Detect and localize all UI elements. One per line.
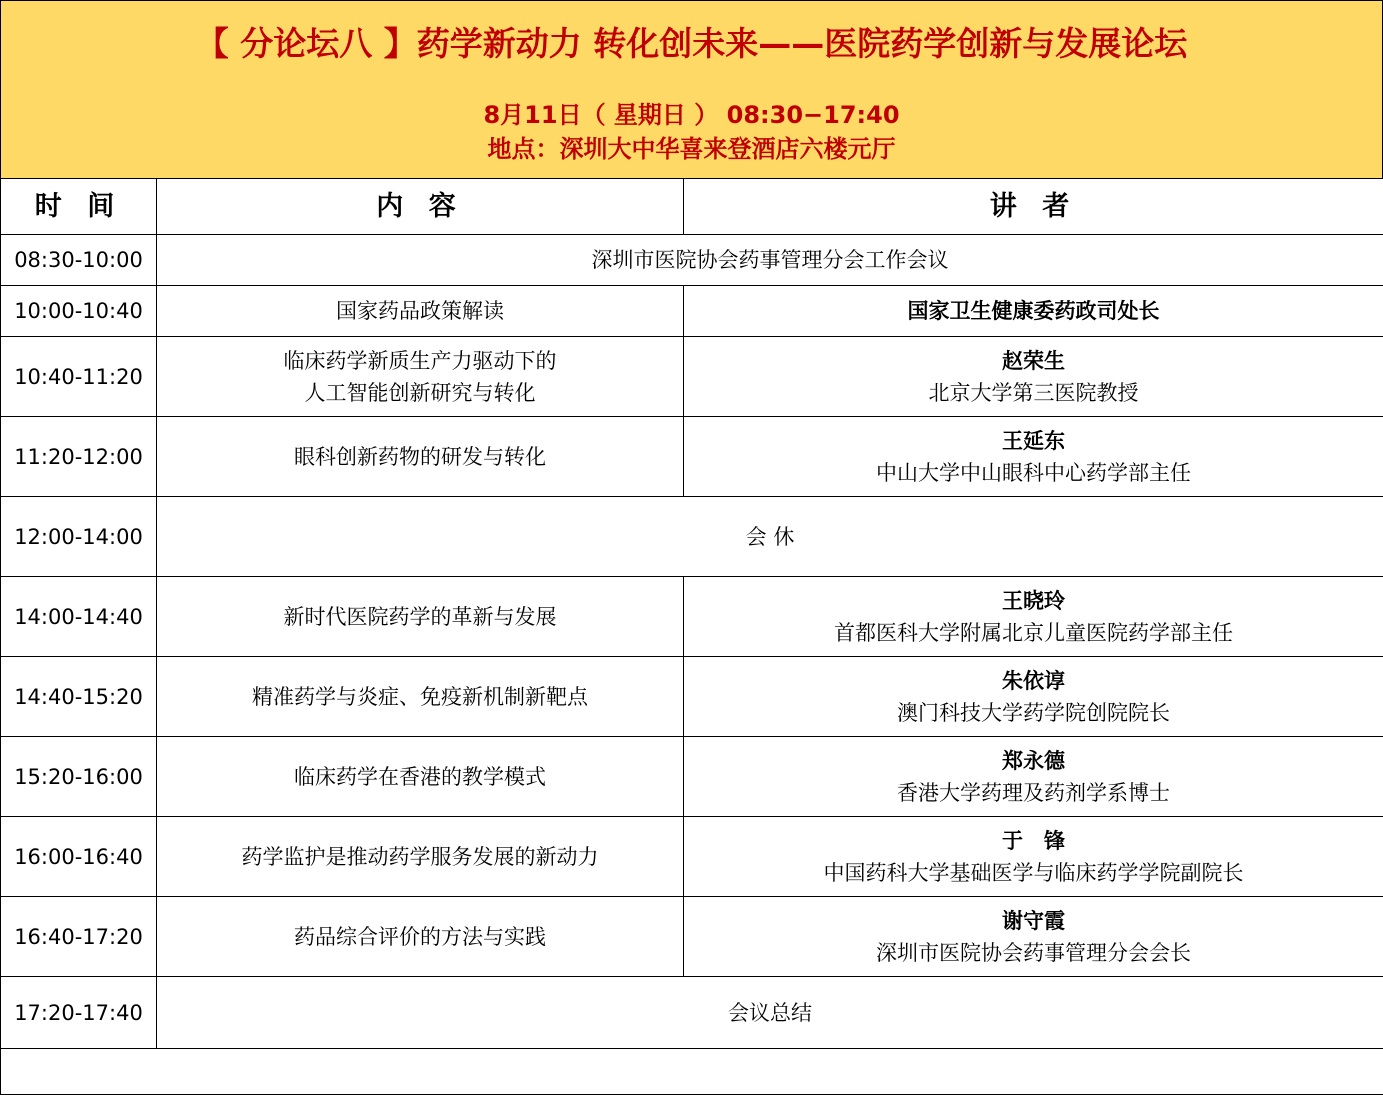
row-time: 17:20-17:40 bbox=[1, 977, 157, 1049]
row-topic: 药品综合评价的方法与实践 bbox=[157, 897, 684, 977]
row-speaker bbox=[684, 657, 1383, 737]
row-time: 10:00-10:40 bbox=[1, 286, 157, 337]
row-merged-content: 会议总结 bbox=[157, 977, 1383, 1049]
row-topic: 临床药学在香港的教学模式 bbox=[157, 737, 684, 817]
row-topic bbox=[157, 337, 684, 417]
row-topic-line: 临床药学新质生产力驱动下的 bbox=[157, 345, 683, 377]
row-merged-content: 深圳市医院协会药事管理分会工作会议 bbox=[157, 235, 1383, 286]
row-speaker-title: 国家卫生健康委药政司处长 bbox=[684, 286, 1383, 337]
row-speaker bbox=[684, 817, 1383, 897]
row-time: 08:30-10:00 bbox=[1, 235, 157, 286]
speaker-name: 王晓玲 bbox=[684, 585, 1383, 617]
row-time: 14:00-14:40 bbox=[1, 577, 157, 657]
row-speaker bbox=[684, 897, 1383, 977]
speaker-name: 王延东 bbox=[684, 425, 1383, 457]
speaker-title: 深圳市医院协会药事管理分会会长 bbox=[684, 937, 1383, 969]
table-row bbox=[1, 417, 1383, 497]
speaker-title: 香港大学药理及药剂学系博士 bbox=[684, 777, 1383, 809]
row-topic: 国家药品政策解读 bbox=[157, 286, 684, 337]
row-time: 16:00-16:40 bbox=[1, 817, 157, 897]
speaker-name: 郑永德 bbox=[684, 745, 1383, 777]
row-speaker bbox=[684, 737, 1383, 817]
row-speaker bbox=[684, 337, 1383, 417]
row-time: 14:40-15:20 bbox=[1, 657, 157, 737]
table-row bbox=[1, 497, 1383, 577]
row-time: 15:20-16:00 bbox=[1, 737, 157, 817]
row-topic: 眼科创新药物的研发与转化 bbox=[157, 417, 684, 497]
row-time: 11:20-12:00 bbox=[1, 417, 157, 497]
forum-date: 8月11日（ 星期日 ） 08:30−17:40 bbox=[1, 99, 1382, 131]
speaker-title: 中国药科大学基础医学与临床药学学院副院长 bbox=[684, 857, 1383, 889]
speaker-title: 北京大学第三医院教授 bbox=[684, 377, 1383, 409]
table-row bbox=[1, 897, 1383, 977]
row-topic: 新时代医院药学的革新与发展 bbox=[157, 577, 684, 657]
speaker-title: 首都医科大学附属北京儿童医院药学部主任 bbox=[684, 617, 1383, 649]
forum-venue: 地点：深圳大中华喜来登酒店六楼元厅 bbox=[1, 133, 1382, 165]
speaker-name: 朱依谆 bbox=[684, 665, 1383, 697]
speaker-title: 澳门科技大学药学院创院院长 bbox=[684, 697, 1383, 729]
table-row bbox=[1, 337, 1383, 417]
speaker-name: 赵荣生 bbox=[684, 345, 1383, 377]
speaker-title: 中山大学中山眼科中心药学部主任 bbox=[684, 457, 1383, 489]
table-row bbox=[1, 817, 1383, 897]
column-header-time: 时 间 bbox=[1, 179, 157, 235]
table-row bbox=[1, 977, 1383, 1049]
schedule-table bbox=[0, 178, 1383, 1095]
row-speaker bbox=[684, 417, 1383, 497]
table-header-row bbox=[1, 179, 1383, 235]
forum-title: 【 分论坛八 】药学新动力 转化创未来——医院药学创新与发展论坛 bbox=[1, 21, 1382, 67]
column-header-speaker: 讲 者 bbox=[684, 179, 1383, 235]
column-header-content: 内 容 bbox=[157, 179, 684, 235]
speaker-name: 于 锋 bbox=[684, 825, 1383, 857]
table-row bbox=[1, 657, 1383, 737]
row-topic-line: 人工智能创新研究与转化 bbox=[157, 377, 683, 409]
table-row bbox=[1, 577, 1383, 657]
speaker-name: 谢守霞 bbox=[684, 905, 1383, 937]
forum-header bbox=[0, 0, 1383, 179]
table-row bbox=[1, 235, 1383, 286]
table-row bbox=[1, 737, 1383, 817]
row-topic: 精准药学与炎症、免疫新机制新靶点 bbox=[157, 657, 684, 737]
row-speaker bbox=[684, 577, 1383, 657]
row-time: 10:40-11:20 bbox=[1, 337, 157, 417]
table-row bbox=[1, 286, 1383, 337]
row-merged-content: 会 休 bbox=[157, 497, 1383, 577]
row-time: 12:00-14:00 bbox=[1, 497, 157, 577]
row-time: 16:40-17:20 bbox=[1, 897, 157, 977]
row-topic: 药学监护是推动药学服务发展的新动力 bbox=[157, 817, 684, 897]
